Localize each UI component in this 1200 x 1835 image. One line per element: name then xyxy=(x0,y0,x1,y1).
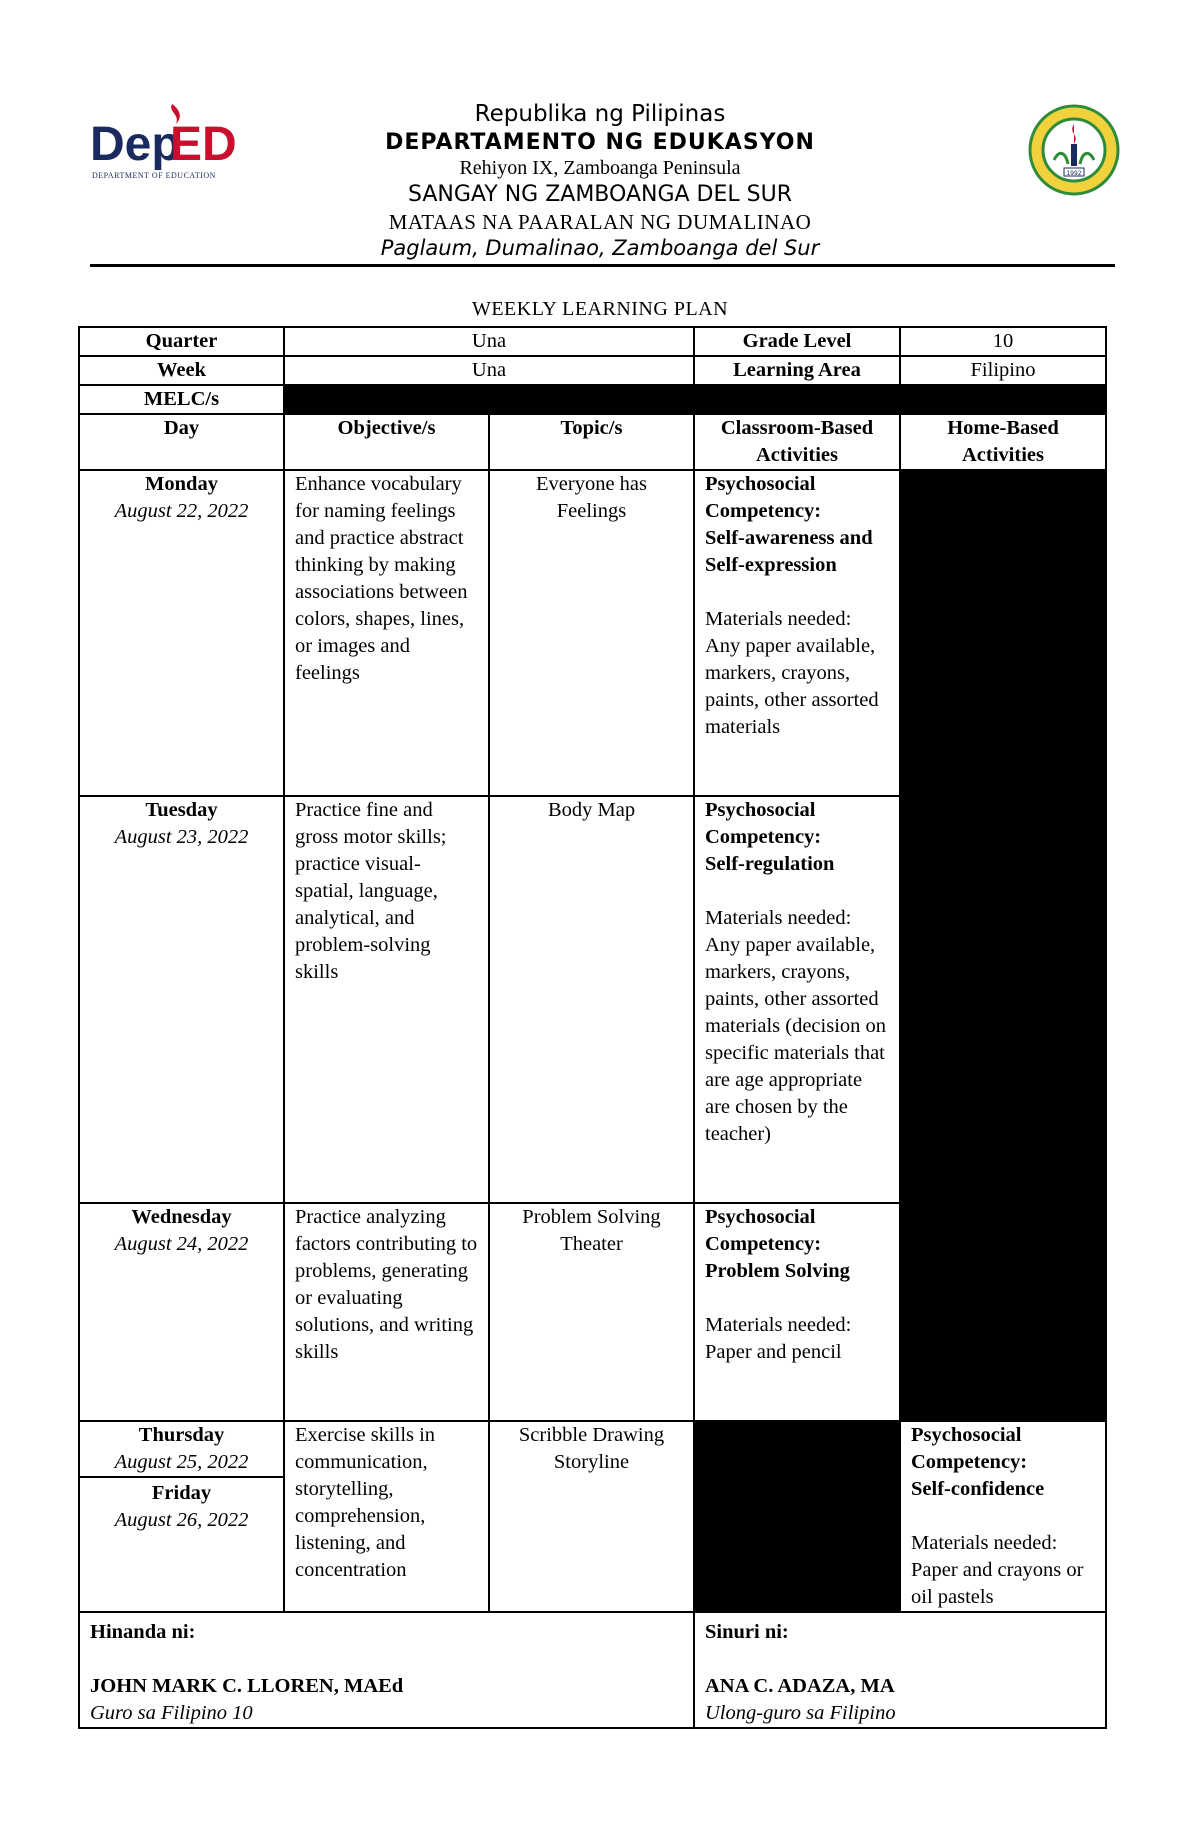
competency-value: Self-confidence xyxy=(911,1478,1045,1500)
checked-name: ANA C. ADAZA, MA xyxy=(705,1675,895,1697)
department-line: DEPARTAMENTO NG EDUKASYON xyxy=(385,129,815,155)
day-date: August 24, 2022 xyxy=(114,1233,249,1255)
objective-cell: Practice fine and gross motor skills; practice visual-spatial, language, analytical, and problem-solving skills xyxy=(284,796,489,1203)
competency-value: Self-awareness and Self-expression xyxy=(705,527,873,576)
topic-cell: Everyone has Feelings xyxy=(489,470,694,796)
svg-text:Dep: Dep xyxy=(90,118,181,171)
day-name: Thursday xyxy=(138,1424,225,1446)
classroom-activity-redacted xyxy=(694,1421,900,1612)
col-home: Home-Based Activities xyxy=(900,414,1106,470)
topic-cell: Body Map xyxy=(489,796,694,1203)
materials-value: Any paper available, markers, crayons, paints, other assorted materials (decision on specific materials that are age appropriate are chosen by the teacher) xyxy=(705,934,887,1145)
prepared-by-cell xyxy=(79,1612,694,1728)
quarter-value: Una xyxy=(284,327,694,356)
area-value: Filipino xyxy=(900,356,1106,385)
week-row xyxy=(79,356,1106,385)
address-line: Paglaum, Dumalinao, Zamboanga del Sur xyxy=(380,236,820,260)
classroom-activity-cell xyxy=(694,470,900,796)
competency-value: Problem Solving xyxy=(705,1260,850,1282)
week-value: Una xyxy=(284,356,694,385)
header-rule xyxy=(90,264,1115,267)
classroom-activity-cell xyxy=(694,1203,900,1421)
quarter-row xyxy=(79,327,1106,356)
day-name: Friday xyxy=(151,1482,212,1504)
home-activity-cell xyxy=(900,1421,1106,1612)
week-label: Week xyxy=(79,356,284,385)
objective-cell: Practice analyzing factors contributing to problems, generating or evaluating solutions, and writing skills xyxy=(284,1203,489,1421)
checked-by-cell xyxy=(694,1612,1106,1728)
column-header-row xyxy=(79,414,1106,470)
grade-value: 10 xyxy=(900,327,1106,356)
topic-cell: Scribble Drawing Storyline xyxy=(489,1421,694,1612)
plan-row-thursday-friday xyxy=(79,1421,1106,1612)
school-line: MATAAS NA PAARALAN NG DUMALINAO xyxy=(388,209,812,234)
competency-value: Self-regulation xyxy=(705,853,835,875)
day-date: August 23, 2022 xyxy=(114,826,249,848)
col-day: Day xyxy=(79,414,284,470)
checked-role: Ulong-guro sa Filipino xyxy=(705,1702,896,1724)
materials-label: Materials needed: xyxy=(705,907,852,929)
thursday-block xyxy=(80,1422,283,1478)
day-date: August 25, 2022 xyxy=(114,1451,249,1473)
quarter-label: Quarter xyxy=(79,327,284,356)
region-line: Rehiyon IX, Zamboanga Peninsula xyxy=(459,157,741,180)
friday-block xyxy=(90,1478,273,1534)
competency-label: Psychosocial Competency: xyxy=(705,473,822,522)
day-date: August 26, 2022 xyxy=(114,1509,249,1531)
competency-label: Psychosocial Competency: xyxy=(705,1206,822,1255)
competency-label: Psychosocial Competency: xyxy=(705,799,822,848)
materials-label: Materials needed: xyxy=(705,1314,852,1336)
grade-label: Grade Level xyxy=(694,327,900,356)
republic-line: Republika ng Pilipinas xyxy=(474,101,726,127)
day-name: Monday xyxy=(145,473,218,495)
document-header xyxy=(260,100,940,261)
objective-cell: Exercise skills in communication, storytelling, comprehension, listening, and concentration xyxy=(284,1421,489,1612)
prepared-name: JOHN MARK C. LLOREN, MAEd xyxy=(90,1675,404,1697)
melc-label: MELC/s xyxy=(79,385,284,414)
materials-value: Any paper available, markers, crayons, paints, other assorted materials xyxy=(705,635,879,738)
classroom-activity-cell xyxy=(694,796,900,1203)
area-label: Learning Area xyxy=(694,356,900,385)
day-name: Tuesday xyxy=(145,799,218,821)
weekly-plan-table xyxy=(78,326,1107,1729)
col-objectives: Objective/s xyxy=(284,414,489,470)
col-classroom: Classroom-Based Activities xyxy=(694,414,900,470)
materials-label: Materials needed: xyxy=(911,1532,1058,1554)
objective-cell: Enhance vocabulary for naming feelings and practice abstract thinking by making associations between colors, shapes, lines, or images and feelings xyxy=(284,470,489,796)
plan-title: WEEKLY LEARNING PLAN xyxy=(471,298,729,320)
melc-redacted xyxy=(284,385,1106,414)
topic-cell: Problem Solving Theater xyxy=(489,1203,694,1421)
col-topics: Topic/s xyxy=(489,414,694,470)
prepared-role: Guro sa Filipino 10 xyxy=(90,1702,253,1724)
school-seal xyxy=(1028,104,1120,196)
materials-value: Paper and pencil xyxy=(705,1341,842,1363)
prepared-label: Hinanda ni: xyxy=(90,1621,196,1643)
day-date: August 22, 2022 xyxy=(114,500,249,522)
svg-text:DEPARTMENT OF EDUCATION: DEPARTMENT OF EDUCATION xyxy=(92,171,216,180)
svg-text:1992: 1992 xyxy=(1066,170,1082,177)
checked-label: Sinuri ni: xyxy=(705,1621,789,1643)
melc-row xyxy=(79,385,1106,414)
deped-logo xyxy=(90,98,240,188)
division-line: SANGAY NG ZAMBOANGA DEL SUR xyxy=(408,182,792,208)
home-activity-redacted xyxy=(900,470,1106,1421)
day-name: Wednesday xyxy=(131,1206,232,1228)
signature-row xyxy=(79,1612,1106,1728)
svg-text:ED: ED xyxy=(170,118,237,171)
materials-label: Materials needed: xyxy=(705,608,852,630)
competency-label: Psychosocial Competency: xyxy=(911,1424,1028,1473)
materials-value: Paper and crayons or oil pastels xyxy=(911,1559,1084,1608)
plan-row-monday xyxy=(79,470,1106,796)
